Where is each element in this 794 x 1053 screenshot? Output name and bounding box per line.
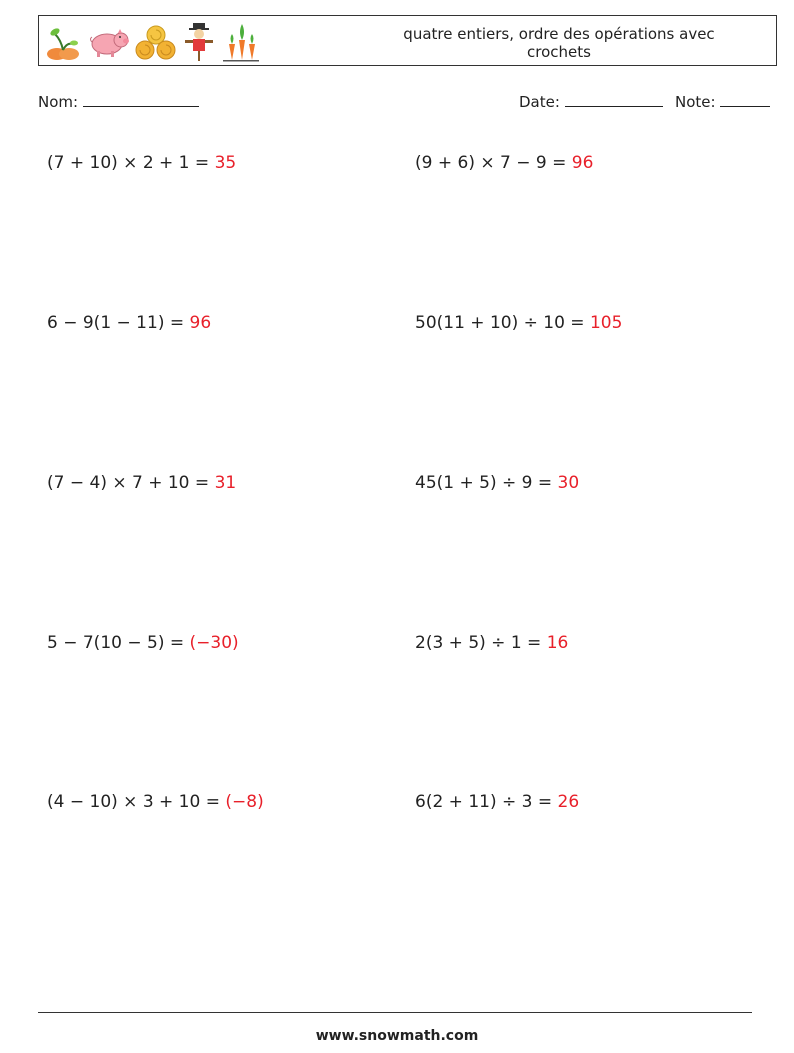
date-blank[interactable] bbox=[565, 93, 663, 107]
problem-answer: 96 bbox=[189, 313, 212, 333]
problem-answer: 16 bbox=[546, 633, 569, 653]
problem-answer: 35 bbox=[214, 153, 237, 173]
problem-8 bbox=[415, 632, 568, 654]
name-blank[interactable] bbox=[83, 93, 199, 107]
problem-answer: (−30) bbox=[189, 633, 239, 653]
problem-expression: (7 − 4) × 7 + 10 = bbox=[47, 473, 215, 493]
problem-expression: 6(2 + 11) ÷ 3 = bbox=[415, 792, 558, 812]
worksheet-title: quatre entiers, ordre des opérations avec crochets bbox=[403, 25, 715, 61]
grade-field bbox=[675, 93, 770, 111]
header-icons bbox=[43, 20, 265, 63]
problem-6 bbox=[415, 472, 579, 494]
grade-label: Note: bbox=[675, 93, 716, 111]
name-field bbox=[38, 93, 199, 111]
problem-10 bbox=[415, 791, 579, 813]
sprout-icon bbox=[43, 22, 83, 62]
footer-divider bbox=[38, 1012, 752, 1013]
problem-2 bbox=[415, 152, 593, 174]
date-label: Date: bbox=[519, 93, 560, 111]
pig-icon bbox=[87, 22, 131, 62]
date-field bbox=[519, 93, 663, 111]
problem-7 bbox=[47, 632, 239, 654]
problem-1 bbox=[47, 152, 236, 174]
problem-9 bbox=[47, 791, 264, 813]
problem-expression: 2(3 + 5) ÷ 1 = bbox=[415, 633, 547, 653]
problem-expression: (7 + 10) × 2 + 1 = bbox=[47, 153, 215, 173]
problem-answer: 26 bbox=[557, 792, 580, 812]
grade-blank[interactable] bbox=[720, 93, 770, 107]
problem-answer: 31 bbox=[214, 473, 237, 493]
problem-5 bbox=[47, 472, 236, 494]
problem-expression: 5 − 7(10 − 5) = bbox=[47, 633, 190, 653]
problem-expression: 6 − 9(1 − 11) = bbox=[47, 313, 190, 333]
problem-expression: (4 − 10) × 3 + 10 = bbox=[47, 792, 226, 812]
name-label: Nom: bbox=[38, 93, 79, 111]
problem-expression: 50(11 + 10) ÷ 10 = bbox=[415, 313, 590, 333]
header-box bbox=[38, 15, 777, 66]
problem-answer: 96 bbox=[571, 153, 594, 173]
carrots-icon bbox=[221, 22, 261, 62]
scarecrow-icon bbox=[181, 22, 217, 62]
problem-3 bbox=[47, 312, 211, 334]
problem-4 bbox=[415, 312, 622, 334]
footer-website[interactable]: www.snowmath.com bbox=[315, 1028, 479, 1044]
problem-expression: 45(1 + 5) ÷ 9 = bbox=[415, 473, 558, 493]
problem-answer: (−8) bbox=[225, 792, 264, 812]
problem-answer: 30 bbox=[557, 473, 580, 493]
hay-bales-icon bbox=[135, 22, 177, 62]
problem-answer: 105 bbox=[589, 313, 623, 333]
problem-expression: (9 + 6) × 7 − 9 = bbox=[415, 153, 572, 173]
